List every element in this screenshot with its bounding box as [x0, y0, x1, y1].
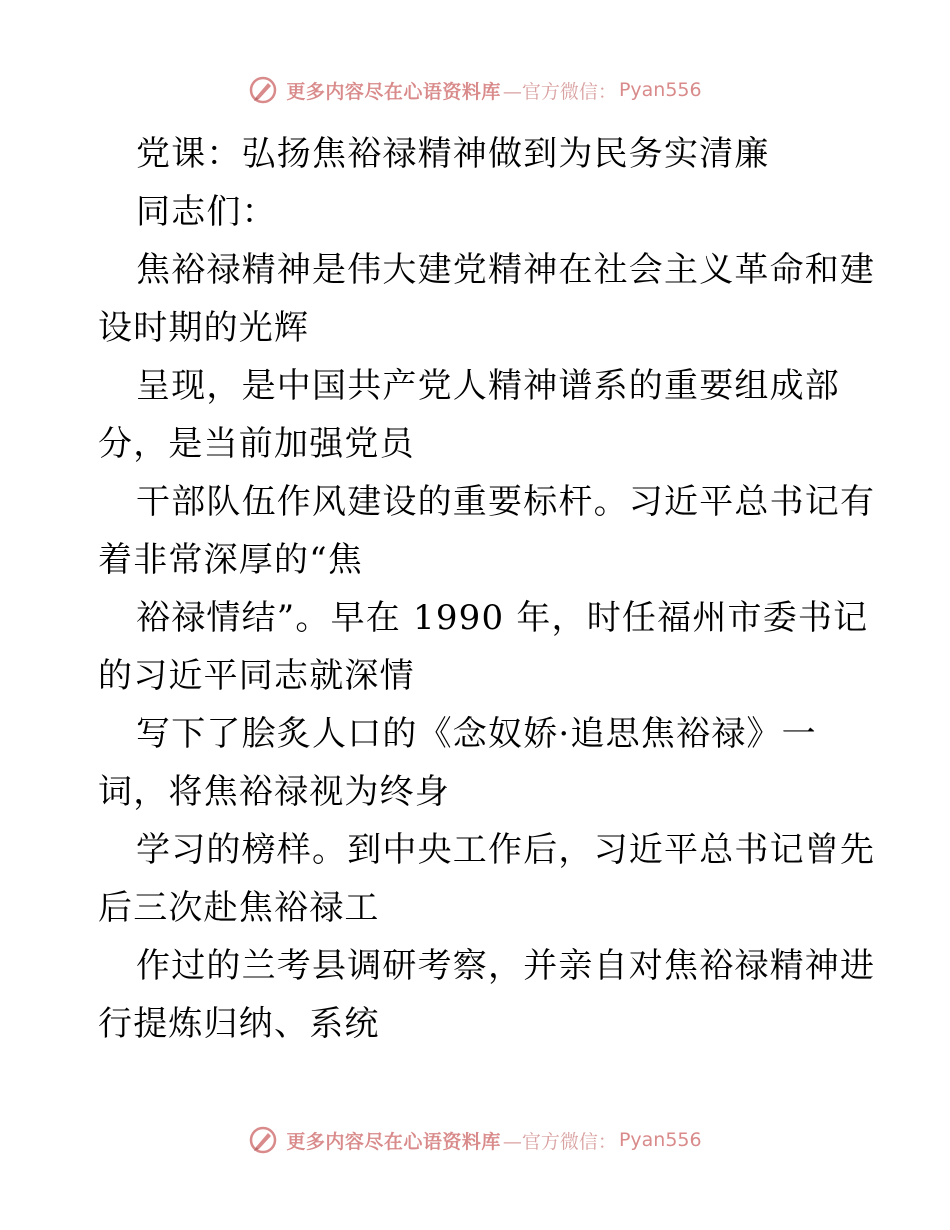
body-line: 学习的榜样。到中央工作后，习近平总书记曾先: [136, 830, 876, 870]
body-line: 分，是当前加强党员: [98, 424, 415, 464]
document-body: [98, 125, 876, 1053]
footer-banner-text: 更多内容尽在心语资料库: [286, 1130, 501, 1153]
footer-banner: [0, 1120, 950, 1160]
header-banner: [0, 70, 950, 110]
pen-logo-icon: [248, 75, 278, 105]
body-line: 的习近平同志就深情: [98, 656, 415, 696]
body-line: 行提炼归纳、系统: [98, 1004, 380, 1044]
header-banner-id: Pyan556: [618, 79, 702, 101]
body-line: 作过的兰考县调研考察，并亲自对焦裕禄精神进: [136, 946, 876, 986]
header-banner-sub: —官方微信：: [502, 80, 617, 103]
body-line: 写下了脍炙人口的《念奴娇·追思焦裕禄》一: [136, 714, 817, 754]
salutation: 同志们：: [136, 192, 277, 232]
body-line: 着非常深厚的“焦: [98, 540, 363, 580]
header-banner-text: 更多内容尽在心语资料库: [286, 80, 501, 103]
body-line: 设时期的光辉: [98, 308, 310, 348]
pen-logo-icon: [248, 1125, 278, 1155]
body-line: 裕禄情结”。早在 1990 年，时任福州市委书记: [136, 598, 869, 638]
body-line: 词，将焦裕禄视为终身: [98, 772, 450, 812]
body-line: 焦裕禄精神是伟大建党精神在社会主义革命和建: [136, 250, 876, 290]
body-line: 干部队伍作风建设的重要标杆。习近平总书记有: [136, 482, 876, 522]
body-line: 后三次赴焦裕禄工: [98, 888, 380, 928]
body-line: 呈现，是中国共产党人精神谱系的重要组成部: [136, 366, 840, 406]
document-title: 党课：弘扬焦裕禄精神做到为民务实清廉: [136, 134, 770, 174]
footer-banner-id: Pyan556: [618, 1129, 702, 1151]
footer-banner-sub: —官方微信：: [502, 1130, 617, 1153]
